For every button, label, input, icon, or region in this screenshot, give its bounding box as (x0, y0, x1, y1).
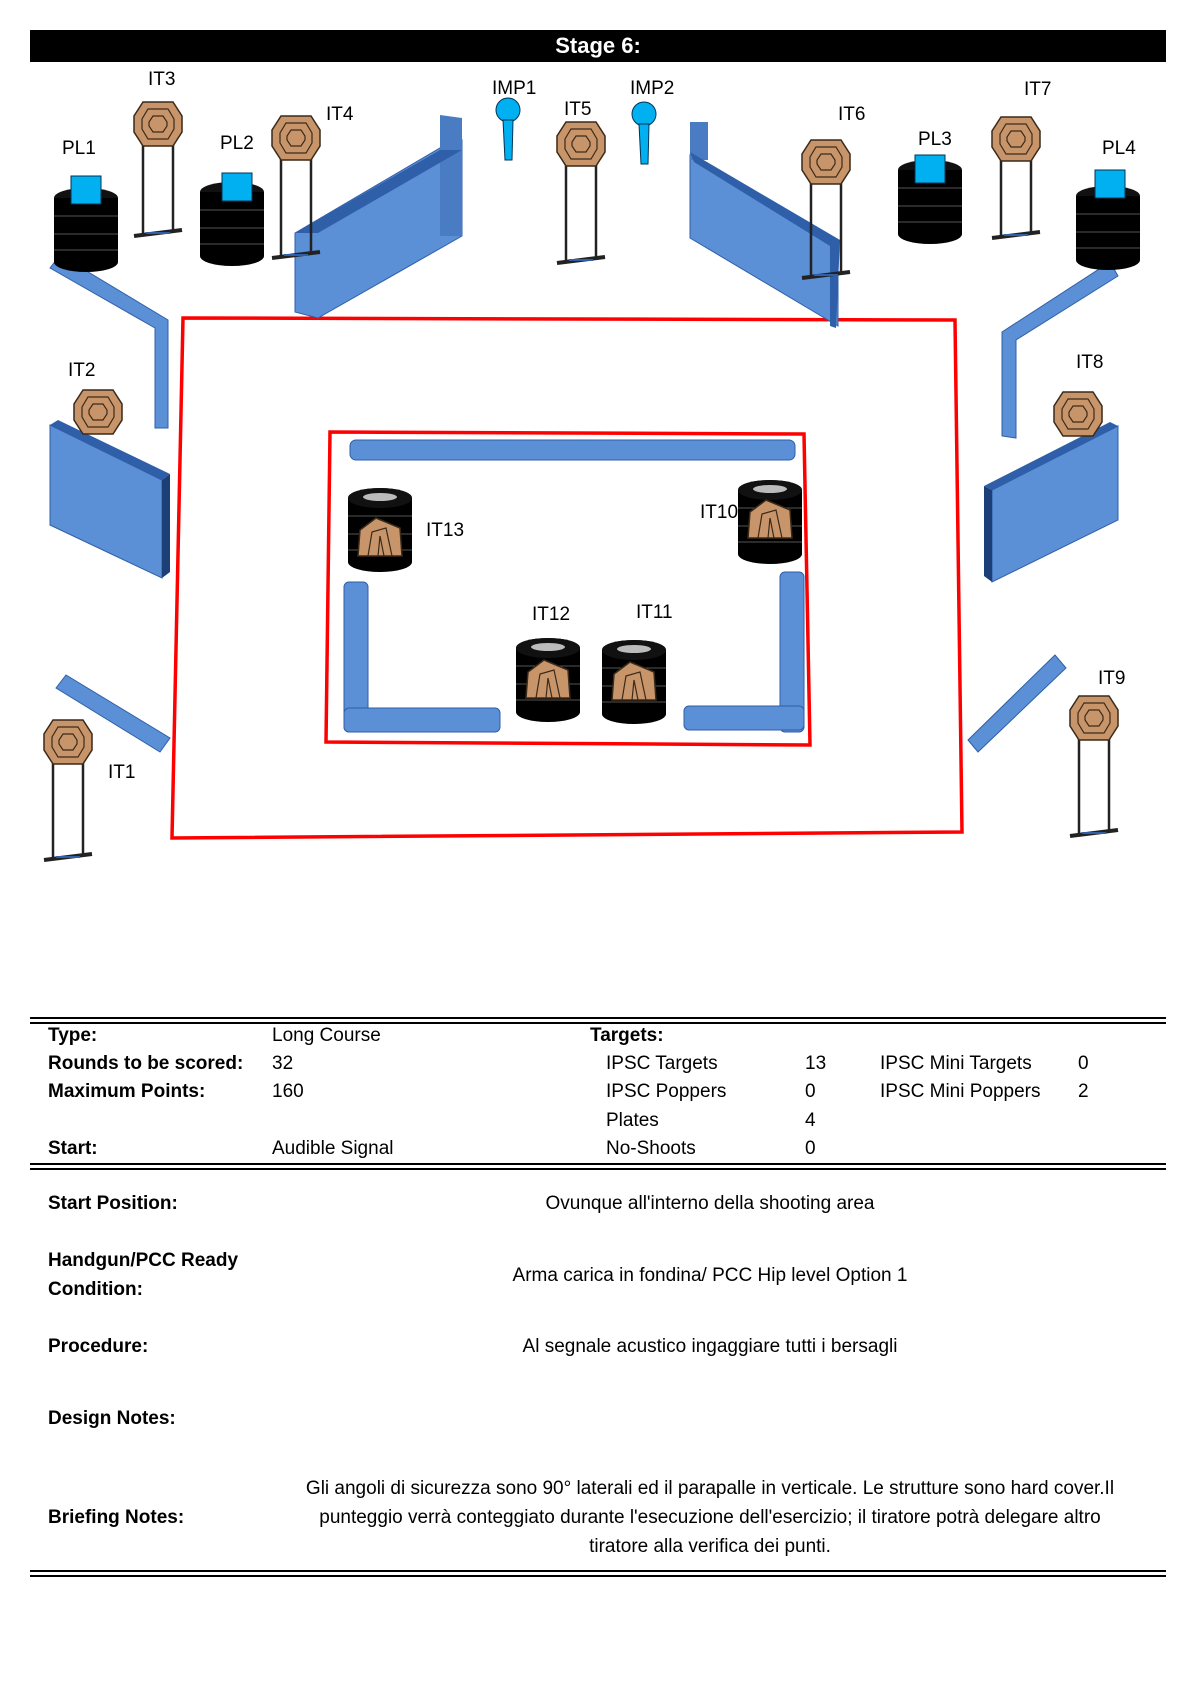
outer-shooting-area (172, 318, 962, 838)
ready-label-line2: Condition: (48, 1279, 143, 1300)
label-pl1: PL1 (62, 138, 96, 159)
target-it8 (1054, 392, 1102, 436)
barrel-pl3 (898, 155, 962, 244)
wall-right-box (984, 422, 1118, 582)
plates-label: Plates (606, 1110, 659, 1131)
mini-targets-value: 0 (1078, 1053, 1089, 1074)
inner-top-wall (350, 440, 795, 460)
wall-left-box (50, 420, 170, 578)
label-imp2: IMP2 (630, 78, 675, 99)
label-it7: IT7 (1024, 79, 1052, 100)
targets-label: Targets: (590, 1025, 664, 1046)
rounds-label: Rounds to be scored: (48, 1053, 244, 1074)
start-value: Audible Signal (272, 1138, 394, 1159)
stage-title: Stage 6: (30, 30, 1166, 62)
briefing-line-3: tiratore alla verifica dei punti. (589, 1536, 831, 1557)
label-it11: IT11 (636, 602, 673, 623)
label-it9: IT9 (1098, 668, 1126, 689)
ipsc-targets-value: 13 (805, 1053, 827, 1074)
inner-left-l-wall (344, 582, 500, 732)
label-it4: IT4 (326, 104, 354, 125)
rounds-value: 32 (272, 1053, 294, 1074)
target-it1 (44, 720, 92, 860)
wall-lower-right (968, 655, 1066, 752)
label-it10: IT10 (700, 502, 739, 523)
barrel-it10 (738, 480, 802, 564)
type-value: Long Course (272, 1025, 381, 1046)
noshoots-label: No-Shoots (606, 1138, 696, 1159)
briefing-line-1: Gli angoli di sicurezza sono 90° laterali ed il parapalle in verticale. Le strutture sono hard cover.Il (305, 1478, 1115, 1499)
barrel-pl1 (54, 176, 118, 272)
start-position-label: Start Position: (48, 1193, 178, 1214)
barrel-pl4 (1076, 170, 1140, 270)
popper-imp2 (632, 102, 656, 164)
label-it6: IT6 (838, 104, 866, 125)
target-it3 (134, 102, 182, 236)
label-pl3: PL3 (918, 129, 952, 150)
mini-poppers-value: 2 (1078, 1081, 1089, 1102)
noshoots-value: 0 (805, 1138, 816, 1159)
target-it9 (1070, 696, 1118, 836)
start-label: Start: (48, 1138, 98, 1159)
barrel-it11 (602, 640, 666, 724)
barrel-pl2 (200, 173, 264, 266)
label-it1: IT1 (108, 762, 136, 783)
ipsc-poppers-value: 0 (805, 1081, 816, 1102)
target-it7 (992, 117, 1040, 238)
ready-value: Arma carica in fondina/ PCC Hip level Option 1 (512, 1265, 908, 1286)
label-it13: IT13 (426, 520, 465, 541)
label-it2: IT2 (68, 360, 96, 381)
target-it5 (557, 122, 605, 263)
target-it2 (74, 390, 122, 434)
procedure-value: Al segnale acustico ingaggiare tutti i bersagli (522, 1336, 898, 1357)
label-pl4: PL4 (1102, 138, 1136, 159)
design-notes-label: Design Notes: (48, 1408, 176, 1429)
ipsc-poppers-label: IPSC Poppers (606, 1081, 727, 1102)
points-value: 160 (272, 1081, 304, 1102)
mini-poppers-label: IPSC Mini Poppers (880, 1081, 1041, 1102)
type-label: Type: (48, 1025, 98, 1046)
briefing-notes-label: Briefing Notes: (48, 1507, 185, 1528)
label-it12: IT12 (532, 604, 571, 625)
label-it8: IT8 (1076, 352, 1104, 373)
label-it3: IT3 (148, 69, 176, 90)
mini-targets-label: IPSC Mini Targets (880, 1053, 1032, 1074)
ready-label-line1: Handgun/PCC Ready (48, 1250, 239, 1271)
inner-right-l-wall (684, 572, 804, 732)
barrel-it13 (348, 488, 412, 572)
ipsc-targets-label: IPSC Targets (606, 1053, 718, 1074)
label-pl2: PL2 (220, 133, 254, 154)
label-imp1: IMP1 (492, 78, 537, 99)
start-position-value: Ovunque all'interno della shooting area (545, 1193, 875, 1214)
barrel-it12 (516, 638, 580, 722)
label-it5: IT5 (564, 99, 592, 120)
briefing-line-2: punteggio verrà conteggiato durante l'esecuzione dell'esercizio; il tiratore potrà delegare altro (319, 1507, 1101, 1528)
plates-value: 4 (805, 1110, 816, 1131)
popper-imp1 (496, 98, 520, 160)
points-label: Maximum Points: (48, 1081, 206, 1102)
procedure-label: Procedure: (48, 1336, 149, 1357)
